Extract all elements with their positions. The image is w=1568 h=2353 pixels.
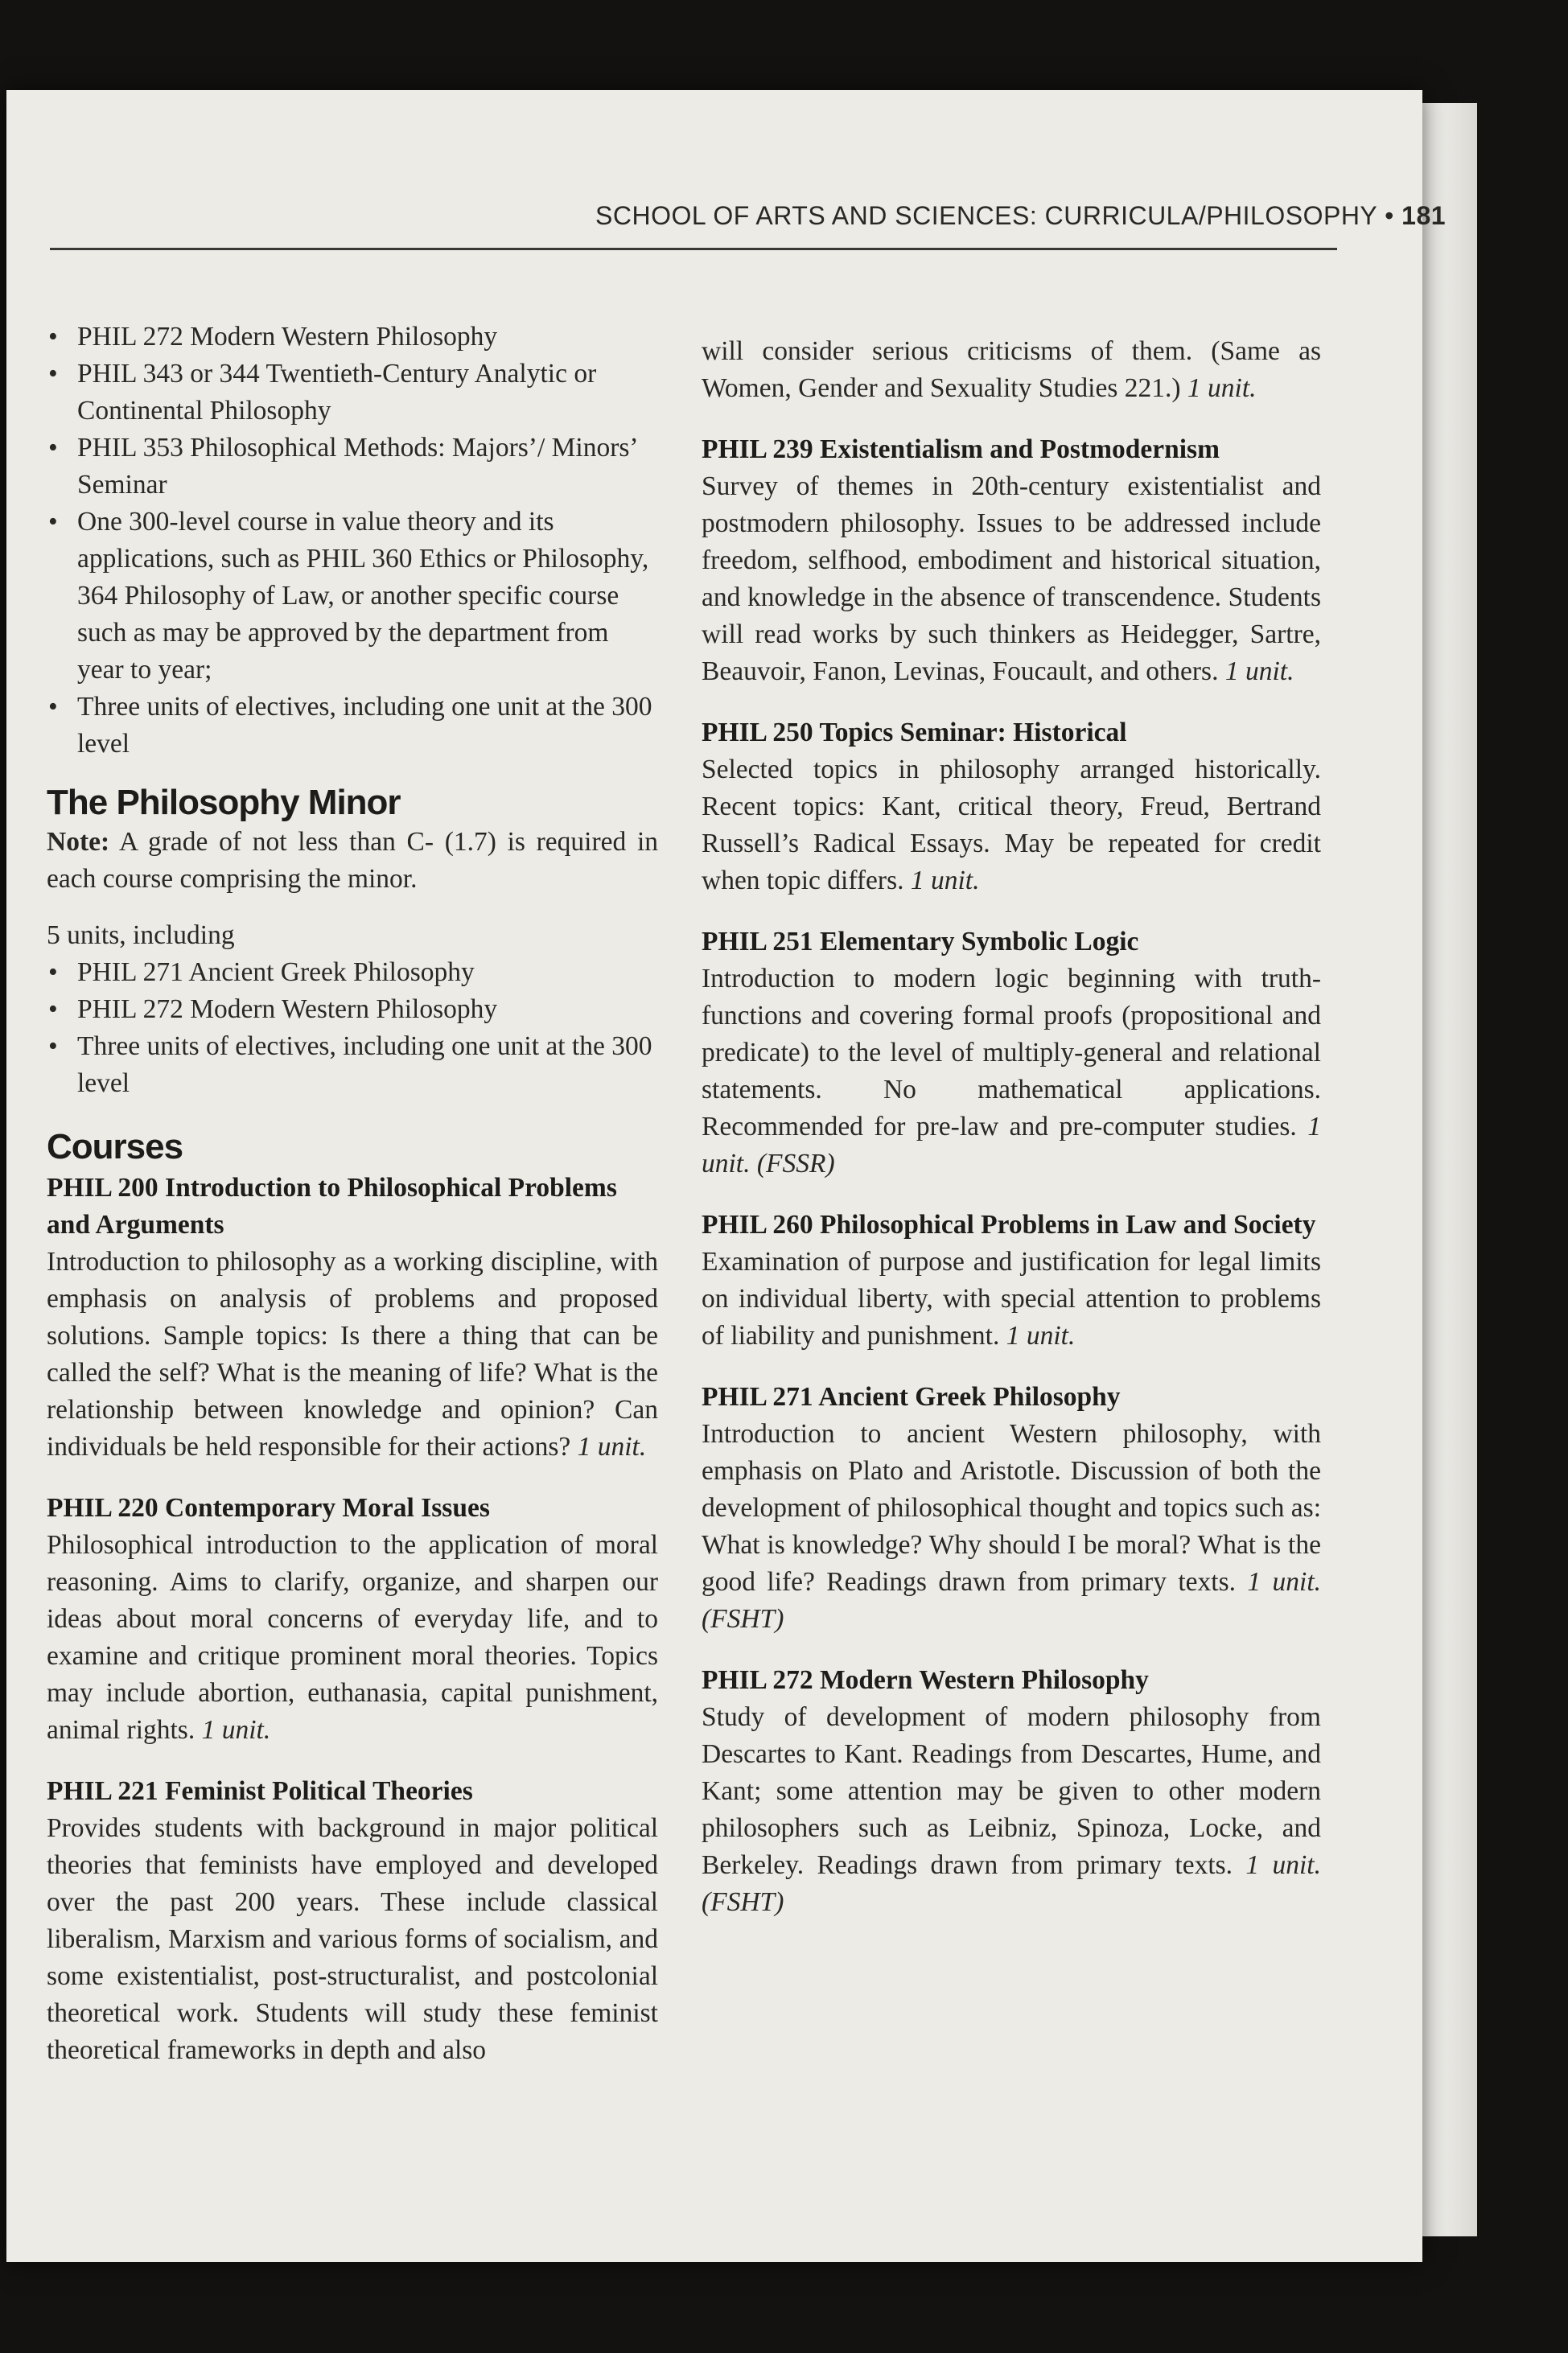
course-description-text: Survey of themes in 20th-century existentialist and postmodern philosophy. Issues to be addressed include freedom, selfhood, embodiment and historical situation, and knowledge in the absence of transcendence. Students will read works by such thinkers as Heidegger, Sartre, Beauvoir, Fanon, Levinas, Foucault, and others.: [702, 471, 1321, 686]
course-entry: [702, 924, 1321, 1183]
list-item: • PHIL 343 or 344 Twentieth-Century Analytic or Continental Philosophy: [47, 356, 658, 430]
course-credit: 1 unit.: [1006, 1321, 1076, 1351]
right-column: [702, 333, 1321, 1921]
list-item: • PHIL 353 Philosophical Methods: Majors’/ Minors’ Seminar: [47, 430, 658, 504]
list-item: • PHIL 272 Modern Western Philosophy: [47, 991, 658, 1028]
course-credit: 1 unit.: [577, 1432, 647, 1462]
course-entry: [702, 714, 1321, 899]
course-description: [47, 1527, 658, 1749]
course-description: [702, 1416, 1321, 1638]
minor-requirements-list: [47, 954, 658, 1102]
course-description-text: Provides students with background in major political theories that feminists have employed and developed over the past 200 years. These include classical liberalism, Marxism and various forms of socialism, and some existentialist, post-structuralist, and postcolonial theoretical work. Students will study these feminist theoretical frameworks in depth and also: [47, 1813, 658, 2065]
continued-description: [702, 333, 1321, 407]
course-description-text: Examination of purpose and justification for legal limits on individual liberty, with special attention to problems of liability and punishment.: [702, 1247, 1321, 1351]
list-item: • PHIL 272 Modern Western Philosophy: [47, 319, 658, 356]
course-description: [47, 1810, 658, 2069]
course-title: PHIL 260 Philosophical Problems in Law and Society: [702, 1210, 1316, 1240]
header-rule: [50, 248, 1337, 250]
course-description-text: Introduction to ancient Western philosophy, with emphasis on Plato and Aristotle. Discussion of both the development of philosophical thought and topics such as: What is knowledge? Why should I be moral? What is the good life? Readings drawn from primary texts.: [702, 1419, 1321, 1597]
course-title: PHIL 251 Elementary Symbolic Logic: [702, 927, 1139, 956]
course-description: [702, 751, 1321, 899]
note-text: A grade of not less than C- (1.7) is required in each course comprising the minor.: [47, 827, 659, 894]
course-description: [702, 1699, 1321, 1921]
course-entry: [702, 1662, 1321, 1921]
note-label: Note:: [47, 827, 110, 857]
course-credit: 1 unit.: [201, 1715, 271, 1745]
course-credit: 1 unit. (FSSR): [702, 1112, 1321, 1179]
course-title: PHIL 221 Feminist Political Theories: [47, 1776, 473, 1806]
list-item: • Three units of electives, including one unit at the 300 level: [47, 689, 658, 763]
course-description-text: Introduction to philosophy as a working discipline, with emphasis on analysis of problems and proposed solutions. Sample topics: Is there a thing that can be called the self? What is the meaning of life? What is the relationship between knowledge and opinion? Can individuals be held responsible for their actions?: [47, 1247, 658, 1462]
minor-heading: The Philosophy Minor: [47, 783, 401, 822]
course-title: PHIL 220 Contemporary Moral Issues: [47, 1493, 490, 1523]
course-credit: 1 unit.: [1187, 373, 1257, 403]
course-credit: 1 unit. (FSHT): [702, 1567, 1322, 1634]
course-title: PHIL 272 Modern Western Philosophy: [702, 1665, 1149, 1695]
page-number: 181: [1401, 201, 1447, 230]
course-title: PHIL 200 Introduction to Philosophical Problems and Arguments: [47, 1173, 617, 1240]
header-separator: •: [1385, 201, 1394, 230]
course-entry: [702, 1207, 1321, 1355]
running-header: [595, 201, 1447, 231]
course-credit: 1 unit. (FSHT): [702, 1850, 1321, 1917]
continued-text: will consider serious criticisms of them. (Same as Women, Gender and Sexuality Studies 221.): [702, 336, 1321, 403]
course-description: [702, 961, 1321, 1183]
course-entry: [47, 1773, 658, 2069]
major-requirements-list: [47, 319, 658, 763]
course-credit: 1 unit.: [1224, 656, 1294, 686]
course-credit: 1 unit.: [910, 866, 980, 895]
minor-note: [47, 824, 658, 898]
course-entry: [702, 431, 1321, 690]
course-entry: [702, 1379, 1321, 1638]
courses-heading: Courses: [47, 1127, 183, 1166]
course-description-text: Selected topics in philosophy arranged historically. Recent topics: Kant, critical theory, Freud, Bertrand Russell’s Radical Essays. May be repeated for credit when topic differs.: [702, 755, 1321, 895]
course-entry: [47, 1490, 658, 1749]
course-description: [47, 1244, 658, 1466]
course-description-text: Study of development of modern philosophy from Descartes to Kant. Readings from Descartes, Hume, and Kant; some attention may be given to other modern philosophers such as Leibniz, Spinoza, Locke, and Berkeley. Readings drawn from primary texts.: [702, 1702, 1321, 1880]
left-column: [47, 319, 658, 2069]
list-item: • Three units of electives, including one unit at the 300 level: [47, 1028, 658, 1102]
course-entry: [47, 1170, 658, 1466]
course-description: [702, 468, 1321, 690]
course-title: PHIL 250 Topics Seminar: Historical: [702, 718, 1127, 747]
course-title: PHIL 239 Existentialism and Postmodernism: [702, 434, 1220, 464]
course-description-text: Philosophical introduction to the application of moral reasoning. Aims to clarify, organize, and sharpen our ideas about moral concerns of everyday life, and to examine and critique prominent moral theories. Topics may include abortion, euthanasia, capital punishment, animal rights.: [47, 1530, 658, 1745]
course-description-text: Introduction to modern logic beginning with truth-functions and covering formal proofs (propositional and predicate) to the level of multiply-general and relational statements. No mathematical applications. Recommended for pre-law and pre-computer studies.: [702, 964, 1321, 1142]
course-title: PHIL 271 Ancient Greek Philosophy: [702, 1382, 1121, 1412]
list-item: • One 300-level course in value theory and its applications, such as PHIL 360 Ethics or Philosophy, 364 Philosophy of Law, or another specific course such as may be approved by the department from year to year;: [47, 504, 658, 689]
minor-units-line: 5 units, including: [47, 920, 235, 950]
running-title: SCHOOL OF ARTS AND SCIENCES: CURRICULA/PHILOSOPHY: [595, 201, 1377, 230]
course-description: [702, 1244, 1321, 1355]
list-item: • PHIL 271 Ancient Greek Philosophy: [47, 954, 658, 991]
